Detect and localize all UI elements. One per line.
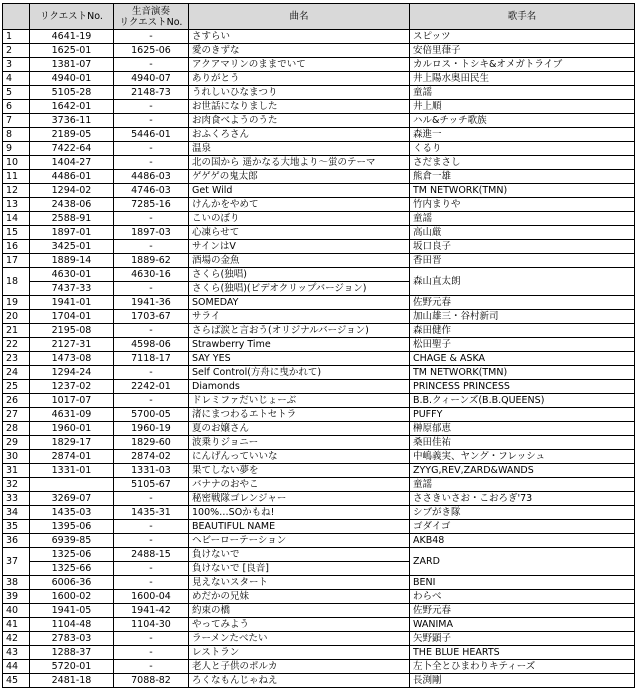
row-number: 12	[3, 184, 30, 198]
song-title: けんかをやめて	[189, 198, 410, 212]
row-number: 40	[3, 604, 30, 618]
table-row	[3, 548, 635, 562]
song-title: お肉食べようのうた	[189, 114, 410, 128]
table-row	[3, 618, 635, 632]
table-row	[3, 422, 635, 436]
artist-name: 佐野元春	[410, 604, 635, 618]
song-title: SOMEDAY	[189, 296, 410, 310]
row-number: 8	[3, 128, 30, 142]
artist-name: 童謡	[410, 212, 635, 226]
live-request-no: -	[114, 58, 189, 72]
live-request-no: 2488-15	[114, 548, 189, 562]
song-title: サライ	[189, 310, 410, 324]
table-row	[3, 86, 635, 100]
artist-name: 桑田佳祐	[410, 436, 635, 450]
request-no: 1325-06	[30, 548, 114, 562]
song-title: 見えないスタート	[189, 576, 410, 590]
artist-name: 中嶋義実、ヤング・フレッシュ	[410, 450, 635, 464]
artist-name: 森山直太朗	[410, 268, 635, 296]
song-title: サインはV	[189, 240, 410, 254]
live-request-no: -	[114, 30, 189, 44]
row-number: 37	[3, 548, 30, 576]
request-no: 6939-85	[30, 534, 114, 548]
row-number: 31	[3, 464, 30, 478]
row-number: 33	[3, 492, 30, 506]
table-row	[3, 380, 635, 394]
song-title: アクアマリンのままでいて	[189, 58, 410, 72]
table-row	[3, 646, 635, 660]
live-request-no: -	[114, 492, 189, 506]
table-row	[3, 576, 635, 590]
live-request-no: 1897-03	[114, 226, 189, 240]
live-request-no: 4486-03	[114, 170, 189, 184]
live-request-no: -	[114, 282, 189, 296]
row-number: 25	[3, 380, 30, 394]
artist-name: TM NETWORK(TMN)	[410, 184, 635, 198]
song-title: ラーメンたべたい	[189, 632, 410, 646]
live-request-no: 7088-82	[114, 674, 189, 688]
request-no: 7422-64	[30, 142, 114, 156]
request-no: 2438-06	[30, 198, 114, 212]
song-title: 温泉	[189, 142, 410, 156]
table-row	[3, 240, 635, 254]
artist-name: わらべ	[410, 590, 635, 604]
request-no: 1960-01	[30, 422, 114, 436]
table-row	[3, 520, 635, 534]
table-row	[3, 590, 635, 604]
request-no: 1237-02	[30, 380, 114, 394]
row-number: 13	[3, 198, 30, 212]
live-request-no: -	[114, 632, 189, 646]
live-request-no: 7118-17	[114, 352, 189, 366]
table-row	[3, 436, 635, 450]
table-row	[3, 534, 635, 548]
song-title: やってみよう	[189, 618, 410, 632]
request-no: 4486-01	[30, 170, 114, 184]
artist-name: BENI	[410, 576, 635, 590]
song-title: Strawberry Time	[189, 338, 410, 352]
table-row	[3, 450, 635, 464]
table-row	[3, 170, 635, 184]
row-number: 27	[3, 408, 30, 422]
row-number: 43	[3, 646, 30, 660]
request-no: 4630-01	[30, 268, 114, 282]
row-number: 36	[3, 534, 30, 548]
row-number: 22	[3, 338, 30, 352]
artist-name: 井上順	[410, 100, 635, 114]
request-no: 1473-08	[30, 352, 114, 366]
header-request-no: リクエストNo.	[30, 4, 114, 30]
live-request-no: 5105-67	[114, 478, 189, 492]
request-no: 4940-01	[30, 72, 114, 86]
request-no: 6006-36	[30, 576, 114, 590]
table-row	[3, 100, 635, 114]
request-no: 5720-01	[30, 660, 114, 674]
artist-name: TM NETWORK(TMN)	[410, 366, 635, 380]
request-no: 2588-91	[30, 212, 114, 226]
request-no: 1404-27	[30, 156, 114, 170]
table-row	[3, 506, 635, 520]
row-number: 5	[3, 86, 30, 100]
song-title: 負けないで [良音]	[189, 562, 410, 576]
artist-name: ハル&チッチ歌族	[410, 114, 635, 128]
row-number: 26	[3, 394, 30, 408]
artist-name: シブがき隊	[410, 506, 635, 520]
live-request-no: -	[114, 240, 189, 254]
artist-name: くるり	[410, 142, 635, 156]
request-no: 1104-48	[30, 618, 114, 632]
artist-name: カルロス・トシキ&オメガトライブ	[410, 58, 635, 72]
song-title: ゲゲゲの鬼太郎	[189, 170, 410, 184]
artist-name: PUFFY	[410, 408, 635, 422]
header-live-request-no	[114, 4, 189, 30]
artist-name: 竹内まりや	[410, 198, 635, 212]
artist-name: ゴダイゴ	[410, 520, 635, 534]
song-title: お世話になりました	[189, 100, 410, 114]
table-row	[3, 142, 635, 156]
artist-name: 森田健作	[410, 324, 635, 338]
song-title: 酒場の金魚	[189, 254, 410, 268]
song-title: こいのぼり	[189, 212, 410, 226]
live-request-no: -	[114, 394, 189, 408]
song-title: 負けないで	[189, 548, 410, 562]
row-number: 17	[3, 254, 30, 268]
row-number: 44	[3, 660, 30, 674]
artist-name: 長渕剛	[410, 674, 635, 688]
header-artist: 歌手名	[410, 4, 635, 30]
header-live-line2: リクエストNo.	[119, 16, 183, 28]
live-request-no: -	[114, 576, 189, 590]
live-request-no: 1600-04	[114, 590, 189, 604]
artist-name: 加山雄三・谷村新司	[410, 310, 635, 324]
row-number: 20	[3, 310, 30, 324]
request-no: 3736-11	[30, 114, 114, 128]
live-request-no: 1625-06	[114, 44, 189, 58]
request-no: 2195-08	[30, 324, 114, 338]
live-request-no: -	[114, 212, 189, 226]
row-number: 19	[3, 296, 30, 310]
request-no: 2189-05	[30, 128, 114, 142]
song-title: ドレミファだいじょーぶ	[189, 394, 410, 408]
table-row	[3, 212, 635, 226]
table-row	[3, 604, 635, 618]
table-row	[3, 58, 635, 72]
live-request-no: 1703-67	[114, 310, 189, 324]
artist-name: ZARD	[410, 548, 635, 576]
table-row	[3, 464, 635, 478]
live-request-no: 1889-62	[114, 254, 189, 268]
live-request-no: 1331-03	[114, 464, 189, 478]
song-title: Self Control(方舟に曳かれて)	[189, 366, 410, 380]
row-number: 30	[3, 450, 30, 464]
table-row	[3, 632, 635, 646]
live-request-no: -	[114, 562, 189, 576]
table-row	[3, 268, 635, 282]
request-no	[30, 478, 114, 492]
table-row	[3, 492, 635, 506]
song-title: ろくなもんじゃねえ	[189, 674, 410, 688]
live-request-no: 5446-01	[114, 128, 189, 142]
artist-name: 森進一	[410, 128, 635, 142]
song-title: 渚にまつわるエトセトラ	[189, 408, 410, 422]
row-number: 11	[3, 170, 30, 184]
row-number: 18	[3, 268, 30, 296]
row-number: 7	[3, 114, 30, 128]
request-no: 1600-02	[30, 590, 114, 604]
artist-name: スピッツ	[410, 30, 635, 44]
row-number: 42	[3, 632, 30, 646]
artist-name: ZYYG,REV,ZARD&WANDS	[410, 464, 635, 478]
request-no: 1331-01	[30, 464, 114, 478]
table-row	[3, 478, 635, 492]
live-request-no: 2148-73	[114, 86, 189, 100]
live-request-no: -	[114, 142, 189, 156]
table-row	[3, 30, 635, 44]
request-no: 3425-01	[30, 240, 114, 254]
table-row	[3, 114, 635, 128]
row-number: 23	[3, 352, 30, 366]
song-title: 秘密戦隊ゴレンジャー	[189, 492, 410, 506]
artist-name: さだまさし	[410, 156, 635, 170]
song-title: めだかの兄妹	[189, 590, 410, 604]
artist-name: 童謡	[410, 478, 635, 492]
request-no: 5105-28	[30, 86, 114, 100]
live-request-no: 4598-06	[114, 338, 189, 352]
song-title: さくら(独唱)	[189, 268, 410, 282]
request-no: 3269-07	[30, 492, 114, 506]
table-row	[3, 254, 635, 268]
request-no: 2481-18	[30, 674, 114, 688]
live-request-no: 1941-42	[114, 604, 189, 618]
table-row	[3, 674, 635, 688]
live-request-no: -	[114, 646, 189, 660]
artist-name: 香田晋	[410, 254, 635, 268]
request-no: 1288-37	[30, 646, 114, 660]
row-number: 28	[3, 422, 30, 436]
song-title: おふくろさん	[189, 128, 410, 142]
table-body	[3, 30, 635, 688]
artist-name: AKB48	[410, 534, 635, 548]
live-request-no: 4940-07	[114, 72, 189, 86]
artist-name: 坂口良子	[410, 240, 635, 254]
song-title: 心凍らせて	[189, 226, 410, 240]
table-row	[3, 72, 635, 86]
table-row	[3, 184, 635, 198]
artist-name: 童謡	[410, 86, 635, 100]
song-request-table	[2, 3, 635, 688]
live-request-no: -	[114, 324, 189, 338]
live-request-no: -	[114, 534, 189, 548]
table-row	[3, 226, 635, 240]
request-no: 1017-07	[30, 394, 114, 408]
row-number: 1	[3, 30, 30, 44]
row-number: 9	[3, 142, 30, 156]
live-request-no: 1829-60	[114, 436, 189, 450]
song-title: さくら(独唱)(ビデオクリップバージョン)	[189, 282, 410, 296]
request-no: 1625-01	[30, 44, 114, 58]
row-number: 34	[3, 506, 30, 520]
table-row	[3, 198, 635, 212]
song-title: 約束の橋	[189, 604, 410, 618]
request-no: 1395-06	[30, 520, 114, 534]
artist-name: PRINCESS PRINCESS	[410, 380, 635, 394]
request-no: 1381-07	[30, 58, 114, 72]
song-title: にんげんっていいな	[189, 450, 410, 464]
artist-name: 井上陽水奥田民生	[410, 72, 635, 86]
artist-name: 熊倉一雄	[410, 170, 635, 184]
song-title: バナナのおやこ	[189, 478, 410, 492]
artist-name: WANIMA	[410, 618, 635, 632]
request-no: 1941-05	[30, 604, 114, 618]
row-number: 4	[3, 72, 30, 86]
row-number: 35	[3, 520, 30, 534]
row-number: 16	[3, 240, 30, 254]
song-title: 果てしない夢を	[189, 464, 410, 478]
live-request-no: 4630-16	[114, 268, 189, 282]
live-request-no: -	[114, 660, 189, 674]
row-number: 38	[3, 576, 30, 590]
artist-name: 安倍里葎子	[410, 44, 635, 58]
live-request-no: 5700-05	[114, 408, 189, 422]
live-request-no: 1960-19	[114, 422, 189, 436]
live-request-no: -	[114, 366, 189, 380]
table-row	[3, 660, 635, 674]
table-row	[3, 394, 635, 408]
request-no: 4631-09	[30, 408, 114, 422]
live-request-no: 1941-36	[114, 296, 189, 310]
live-request-no: -	[114, 114, 189, 128]
song-title: 100%…SOかもね!	[189, 506, 410, 520]
live-request-no: -	[114, 100, 189, 114]
table-row	[3, 352, 635, 366]
artist-name: ささきいさお・こおろぎ'73	[410, 492, 635, 506]
row-number: 29	[3, 436, 30, 450]
request-no: 1325-66	[30, 562, 114, 576]
song-title: 愛のきずな	[189, 44, 410, 58]
song-title: 波乗りジョニー	[189, 436, 410, 450]
row-number: 14	[3, 212, 30, 226]
request-no: 1897-01	[30, 226, 114, 240]
live-request-no: -	[114, 520, 189, 534]
live-request-no: 7285-16	[114, 198, 189, 212]
live-request-no: 1435-31	[114, 506, 189, 520]
song-title: うれしいひなまつり	[189, 86, 410, 100]
table-row	[3, 408, 635, 422]
row-number: 2	[3, 44, 30, 58]
live-request-no: 2874-02	[114, 450, 189, 464]
request-no: 2783-03	[30, 632, 114, 646]
request-no: 1294-02	[30, 184, 114, 198]
row-number: 32	[3, 478, 30, 492]
row-number: 3	[3, 58, 30, 72]
live-request-no: 2242-01	[114, 380, 189, 394]
artist-name: B.B.クィーンズ(B.B.QUEENS)	[410, 394, 635, 408]
artist-name: CHAGE & ASKA	[410, 352, 635, 366]
request-no: 2127-31	[30, 338, 114, 352]
request-no: 1294-24	[30, 366, 114, 380]
row-number: 39	[3, 590, 30, 604]
artist-name: 松田聖子	[410, 338, 635, 352]
request-no: 1704-01	[30, 310, 114, 324]
song-title: レストラン	[189, 646, 410, 660]
artist-name: 榊原郁恵	[410, 422, 635, 436]
request-no: 2874-01	[30, 450, 114, 464]
table-row	[3, 156, 635, 170]
request-no: 1642-01	[30, 100, 114, 114]
table-row	[3, 128, 635, 142]
request-no: 1829-17	[30, 436, 114, 450]
header-live-line1: 生音演奏	[131, 5, 170, 17]
live-request-no: 1104-30	[114, 618, 189, 632]
header-no	[3, 4, 30, 30]
song-title: 老人と子供のポルカ	[189, 660, 410, 674]
row-number: 6	[3, 100, 30, 114]
song-title: ありがとう	[189, 72, 410, 86]
song-title: 北の国から 遥かなる大地より～蛍のテーマ	[189, 156, 410, 170]
row-number: 41	[3, 618, 30, 632]
row-number: 45	[3, 674, 30, 688]
request-no: 1435-03	[30, 506, 114, 520]
request-no: 1889-14	[30, 254, 114, 268]
row-number: 10	[3, 156, 30, 170]
row-number: 21	[3, 324, 30, 338]
table-row	[3, 44, 635, 58]
table-row	[3, 338, 635, 352]
row-number: 24	[3, 366, 30, 380]
request-no: 1941-01	[30, 296, 114, 310]
live-request-no: 4746-03	[114, 184, 189, 198]
table-row	[3, 310, 635, 324]
table-header	[3, 4, 635, 30]
artist-name: 左卜全とひまわりキティーズ	[410, 660, 635, 674]
request-no: 4641-19	[30, 30, 114, 44]
artist-name: 高山厳	[410, 226, 635, 240]
table-row	[3, 296, 635, 310]
song-title: 夏のお嬢さん	[189, 422, 410, 436]
artist-name: 矢野顕子	[410, 632, 635, 646]
artist-name: 佐野元春	[410, 296, 635, 310]
song-title: Get Wild	[189, 184, 410, 198]
table-row	[3, 324, 635, 338]
song-title: ヘビーローテーション	[189, 534, 410, 548]
header-title: 曲名	[189, 4, 410, 30]
song-title: SAY YES	[189, 352, 410, 366]
song-title: BEAUTIFUL NAME	[189, 520, 410, 534]
table-row	[3, 366, 635, 380]
row-number: 15	[3, 226, 30, 240]
song-title: Diamonds	[189, 380, 410, 394]
request-no: 7437-33	[30, 282, 114, 296]
song-title: さらば涙と言おう(オリジナルバージョン)	[189, 324, 410, 338]
song-title: さすらい	[189, 30, 410, 44]
live-request-no: -	[114, 156, 189, 170]
artist-name: THE BLUE HEARTS	[410, 646, 635, 660]
